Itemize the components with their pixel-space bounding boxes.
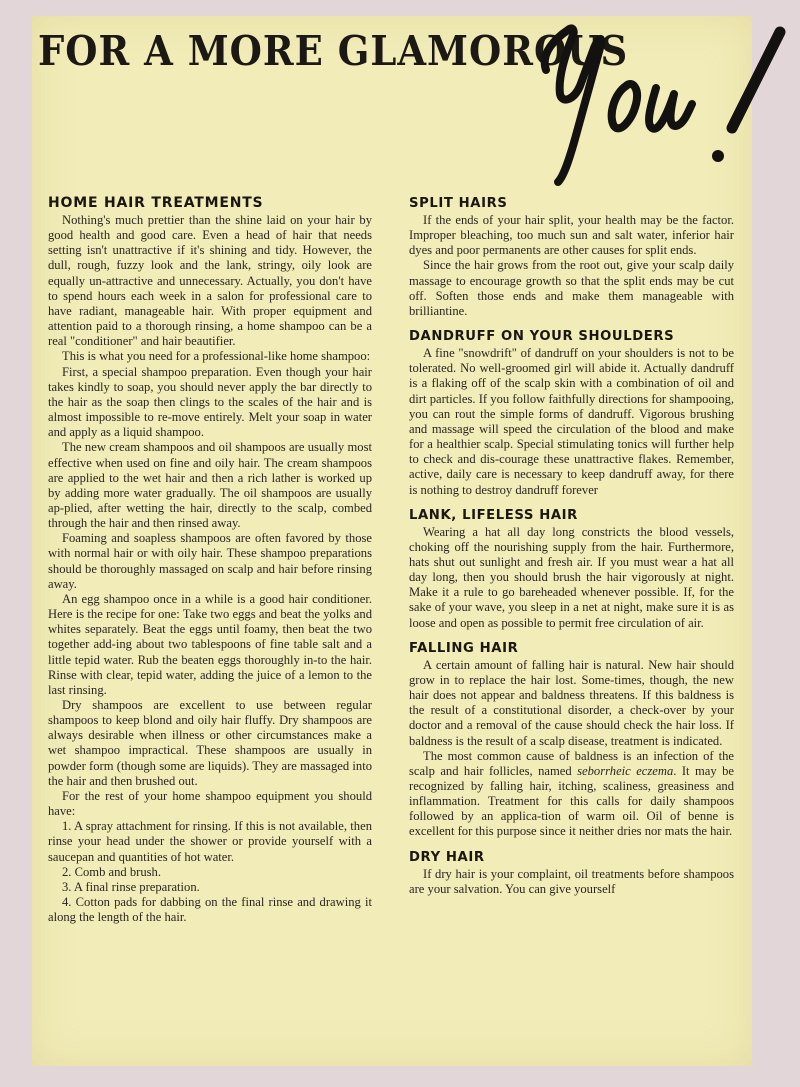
paragraph: Foaming and soapless shampoos are often favored by those with normal hair or with oily hair. These shampoo preparations should be thoroughly massaged on scalp and hair before rinsing away. <box>48 531 372 591</box>
paragraph: If dry hair is your complaint, oil treatments before shampoos are your salvation. You can give yourself <box>409 866 734 896</box>
section-heading-home-hair-treatments: HOME HAIR TREATMENTS <box>48 195 264 211</box>
paragraph: Since the hair grows from the root out, give your scalp daily massage to encourage growth so that the split ends may be cut off. Soften those ends and make them manageable with brilliantine. <box>409 258 734 318</box>
paragraph: The new cream shampoos and oil shampoos are usually most effective when used on fine and oily hair. The cream shampoos are applied to the wet hair and then a rich lather is worked up by adding more water gradually. The oil shampoos are usually ap-plied, after wetting the hair, directly to the scalp, combed through the hair and then rinsed away. <box>48 440 372 531</box>
paragraph: A fine "snowdrift" of dandruff on your shoulders is not to be tolerated. No well-groomed girl will abide it. Actually dandruff is a flaking off of the scalp skin with a combination of oil and dirt particles. If you follow faithfully directions for shampooing, you can rout the simple forms of dandruff. Vigorous brushing and massage will speed the circulation of the blood and make for a healthier scalp. Special stimulating tonics will further help to check and dis-courage these unattractive flakes. Remember, active, daily care is necessary to keep dandruff away, for there is nothing to destroy dandruff forever <box>409 346 734 497</box>
right-column <box>409 195 734 897</box>
section-heading-split-hairs: SPLIT HAIRS <box>409 196 508 211</box>
paragraph: This is what you need for a professional-like home shampoo: <box>62 349 371 364</box>
list-item: 4. Cotton pads for dabbing on the final rinse and drawing it along the length of the hair. <box>48 895 372 925</box>
list-item: 3. A final rinse preparation. <box>62 879 200 894</box>
paragraph: Dry shampoos are excellent to use between regular shampoos to keep blond and oily hair fluffy. Dry shampoos are always desirable when illness or other circumstances make a wet shampoo impractical. These shampoos are usually in powder form (though some are liquids). They are massaged into the hair and then brushed out. <box>48 698 372 788</box>
left-column <box>48 195 372 925</box>
section-heading-dry-hair: DRY HAIR <box>409 849 485 865</box>
section-heading-falling-hair: FALLING HAIR <box>409 640 519 656</box>
text-run: The most common cause of baldness is an infection of the scalp and hair follicles, named <box>409 748 734 778</box>
paragraph: Nothing's much prettier than the shine laid on your hair by good health and good care. Even a head of hair that needs setting isn't unattractive if it's shining and tidy. However, the dull, rough, fuzzy look and the lank, stringy, oily look are equally un-attractive and unnecessary. Actually, you don't have to spend hours each week in a salon for professional care to have radiant, manageable hair. With proper equipment and attention paid to a thorough rinsing, a home shampoo can be a real "conditioner" and hair beautifier. <box>48 213 372 349</box>
list-item: 2. Comb and brush. <box>62 864 161 879</box>
script-you-logo <box>528 8 796 193</box>
paragraph-with-italic <box>409 749 734 840</box>
paragraph: First, a special shampoo preparation. Even though your hair takes kindly to soap, you should never apply the bar directly to the hair as the soap then clings to the scales of the hair and is almost impossible to re-move entirely. Melt your soap in water and apply as a liquid shampoo. <box>48 364 372 440</box>
section-heading-lank-lifeless-hair: LANK, LIFELESS HAIR <box>409 507 578 523</box>
text-run: . It may be recognized by falling hair, itching, scaliness, greasiness and inflammation. Treatment for this calls for daily shampoos followed by an applica-tion of warm oil. Oil of benne is excellent for this purpose since it neither dries nor mats the hair. <box>409 763 734 839</box>
section-heading-dandruff: DANDRUFF ON YOUR SHOULDERS <box>409 329 675 345</box>
italic-term: seborrheic eczema <box>577 763 674 778</box>
paragraph: Wearing a hat all day long constricts the blood vessels, choking off the nourishing supply from the hair. Furthermore, hats shut out sunlight and fresh air. If you must wear a hat all day long, then you should brush the hair vigorously at night. Make it a rule to go bareheaded whenever possible. If, for the sake of your wave, you sleep in a net at night, make sure it is as loose and open as possible to permit free circulation of air. <box>409 524 734 630</box>
paragraph: For the rest of your home shampoo equipment you should have: <box>48 788 372 819</box>
list-item: 1. A spray attachment for rinsing. If this is not available, then rinse your head under the shower or provide yourself with a saucepan and quantities of hot water. <box>48 819 372 864</box>
headline: FOR A MORE GLAMOROUS <box>38 26 629 76</box>
paragraph: A certain amount of falling hair is natural. New hair should grow in to replace the hair lost. Some-times, though, the new hair does not appear and baldness threatens. If this baldness is the result of a constitutional disorder, a check-over by your doctor and a removal of the cause should check the hair loss. If baldness is the result of a scalp disease, treatment is indicated. <box>409 657 734 748</box>
paragraph: If the ends of your hair split, your health may be the factor. Improper bleaching, too much sun and salt water, inferior hair dyes and poor permanents are other causes for split ends. <box>409 213 734 258</box>
paragraph: An egg shampoo once in a while is a good hair conditioner. Here is the recipe for one: Take two eggs and beat the yolks and whites separately. Beat the eggs until foamy, then beat the two together add-ing about two tablespoons of fine table salt and a little tepid water. Rub the beaten eggs thoroughly in-to the hair. Rinse with clear, tepid water, adding the juice of a lemon to the last rinsing. <box>48 591 372 697</box>
